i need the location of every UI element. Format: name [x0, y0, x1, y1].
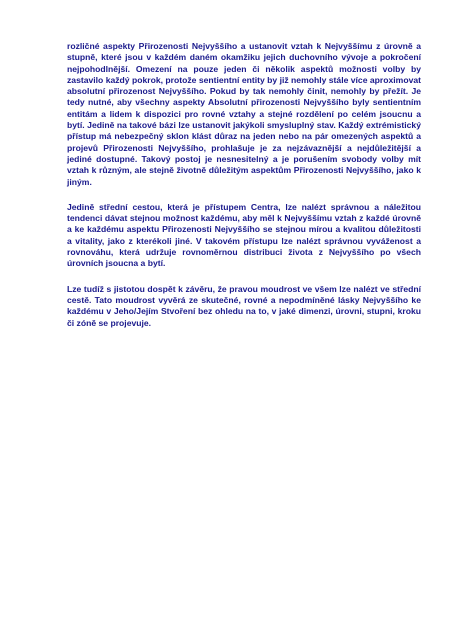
- paragraph-3: Lze tudíž s jistotou dospět k závěru, že pravou moudrost ve všem lze nalézt ve střední cestě. Tato moudrost vyvěrá ze skutečné, rovné a nepodmíněné lásky Nejvyššího ke každému v Jeho/Jejím Stvoření bez ohledu na to, v jaké dimenzi, úrovni, stupni, kroku či zóně se projevuje.: [67, 283, 421, 328]
- paragraph-1: rozličné aspekty Přirozenosti Nejvyššího a ustanovit vztah k Nejvyššímu z úrovně a stupně, které jsou v každém daném okamžiku jejich duchovního vývoje a pokročení nejpohodlnější. Omezení na pouze jeden či několik aspektů možnosti volby by zastavilo každý pokrok, protože sentientní entity by již nemohly stále více aproximovat absolutní přirozenost Nejvyššího. Pokud by tak nemohly činit, nemohly by přežít. Je tedy nutné, aby všechny aspekty Absolutní přirozenosti Nejvyššího byly sentientním entitám a lidem k dispozici pro rovné vztahy a stejné rozdělení po celém jsoucnu a bytí. Jedině na takové bázi lze ustanovit jakýkoli smysluplný stav. Každý extrémistický přístup má nebezpečný sklon klást důraz na jeden nebo na pár omezených aspektů a projevů Přirozenosti Nejvyššího, prohlašuje je za nejzávaznější a nejdůležitější a jediné dostupné. Takový postoj je nesnesitelný a je porušením svobody volby mít vztah k různým, ale stejně životně důležitým aspektům Přirozenosti Nejvyššího, jako k jiným.: [67, 41, 421, 187]
- document-body: [67, 41, 421, 343]
- paragraph-2: Jedině střední cestou, která je přístupem Centra, lze nalézt správnou a náležitou tendenci dávat stejnou možnost každému, aby měl k Nejvyššímu vztah z každé úrovně a ke každému aspektu Přirozenosti Nejvyššího se stejnou mírou a kvalitou důležitosti a vitality, jako z kterékoli jiné. V takovém přístupu lze nalézt správnou vyváženost a rovnováhu, která udržuje rovnoměrnou distribuci života z Nejvyššího po všech úrovních jsoucna a bytí.: [67, 201, 421, 269]
